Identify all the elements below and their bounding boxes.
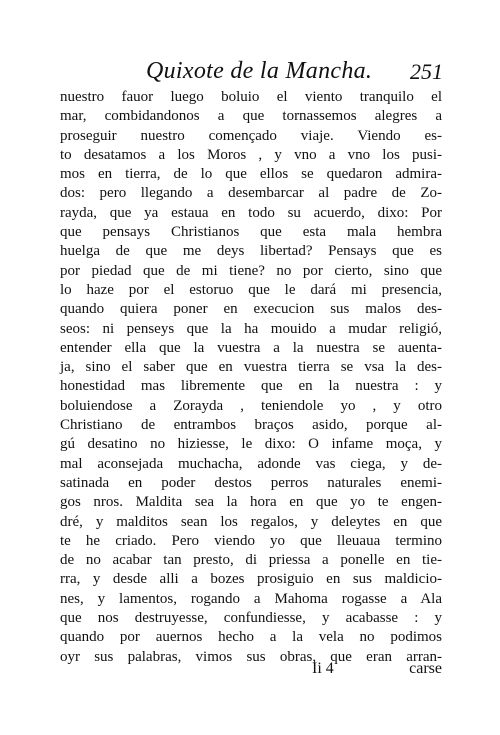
page-footer	[60, 660, 442, 682]
text-line: por piedad que de mi tiene? no por cierto, sino que	[60, 262, 442, 279]
text-line: Christiano de entrambos braços asido, porque al-	[60, 417, 442, 434]
text-line: rra, y desde alli a bozes prosiguio en sus maldicio-	[60, 571, 442, 588]
text-line: honestidad mas libremente que en la nuestra : y	[60, 378, 442, 395]
text-line: proseguir nuestro començado viaje. Viendo es-	[60, 127, 442, 144]
catchword: carse	[409, 660, 442, 677]
text-line: mos en tierra, de lo que ellos se quedaron admira-	[60, 166, 442, 183]
text-line: boluiendose a Zorayda , teniendole yo , y otro	[60, 397, 442, 414]
text-line: dré, y malditos sean los regalos, y deleytes en que	[60, 513, 442, 530]
text-line: seos: ni penseys que la ha mouido a mudar religió,	[60, 320, 442, 337]
text-line: quando por auernos hecho a la vela no podimos	[60, 629, 442, 646]
text-line: nes, y lamentos, rogando a Mahoma rogasse a Ala	[60, 590, 442, 607]
signature-mark: Ii 4	[312, 660, 334, 677]
text-line: to desatamos a los Moros , y vno a vno los pusi-	[60, 146, 442, 163]
text-line: quando quiera poner en execucion sus malos des-	[60, 301, 442, 318]
body-text	[60, 88, 442, 667]
page-header	[60, 58, 445, 88]
text-line: lo haze por el estoruo que le dará mi presencia,	[60, 281, 442, 298]
text-line: que pensays Christianos que esta mala hembra	[60, 224, 442, 241]
text-line: mar, combidandonos a que tornassemos alegres a	[60, 108, 442, 125]
running-head: Quixote de la Mancha.	[146, 58, 373, 84]
text-line: gos nros. Maldita sea la hora en que yo te engen-	[60, 494, 442, 511]
text-line: mal aconsejada muchacha, adonde vas ciega, y de-	[60, 455, 442, 472]
text-line: de no acabar tan presto, di priessa a ponelle en tie-	[60, 552, 442, 569]
page-number: 251	[410, 59, 443, 84]
text-line: rayda, que ya estaua en todo su acuerdo, dixo: Por	[60, 204, 442, 221]
text-line: dos: pero llegando a desembarcar al padre de Zo-	[60, 185, 442, 202]
text-line: satinada en poder destos perros naturales enemi-	[60, 474, 442, 491]
text-line: entender ella que la vuestra a la nuestra se auenta-	[60, 339, 442, 356]
text-line: huelga de que me deys libertad? Pensays que es	[60, 243, 442, 260]
text-line: te he criado. Pero viendo yo que lleuaua termino	[60, 532, 442, 549]
text-line: ja, sino el saber que en vuestra tierra se vsa la des-	[60, 359, 442, 376]
text-line: que nos destruyesse, confundiesse, y acabasse : y	[60, 610, 442, 627]
text-line: oyr sus palabras, vimos sus obras, que eran arran-	[60, 648, 442, 665]
text-line: gú desatino no hiziesse, le dixo: O infame moça, y	[60, 436, 442, 453]
text-line: nuestro fauor luego boluio el viento tranquilo el	[60, 89, 442, 105]
